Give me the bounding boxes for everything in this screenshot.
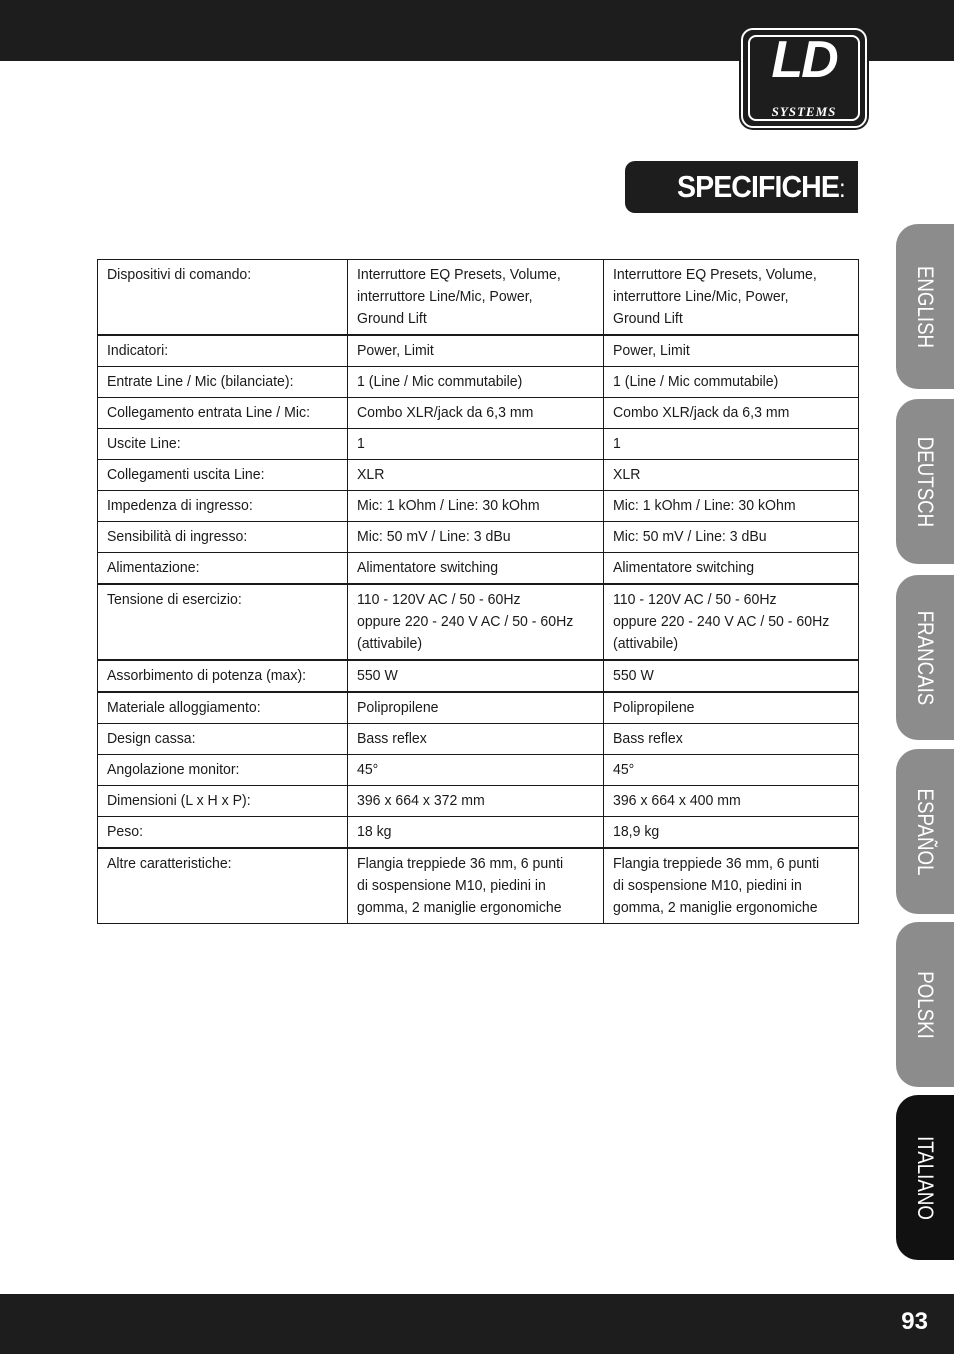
tab-deutsch[interactable] (896, 399, 954, 564)
cell-text: Mic: 1 kOhm / Line: 30 kOhm (357, 497, 540, 514)
tab-francais[interactable] (896, 575, 954, 740)
cell-text: Combo XLR/jack da 6,3 mm (357, 404, 534, 421)
spec-label-cell (98, 692, 348, 724)
table-row (98, 817, 859, 849)
spec-label-cell (98, 398, 348, 429)
cell-text: Mic: 1 kOhm / Line: 30 kOhm (613, 497, 796, 514)
cell-text: Flangia treppiede 36 mm, 6 punti di sospensione M10, piedini in gomma, 2 maniglie ergonomiche (357, 855, 564, 916)
cell-text: 396 x 664 x 372 mm (357, 792, 485, 809)
cell-text: Dispositivi di comando: (107, 266, 252, 283)
cell-text: Combo XLR/jack da 6,3 mm (613, 404, 790, 421)
tab-francais-label: FRANCAIS (913, 610, 938, 705)
cell-text: Entrate Line / Mic (bilanciate): (107, 373, 294, 390)
spec-label-cell (98, 522, 348, 553)
cell-text: 550 W (357, 667, 398, 684)
spec-value-model-b (604, 692, 859, 724)
cell-text: Interruttore EQ Presets, Volume, interruttore Line/Mic, Power, Ground Lift (357, 266, 561, 327)
spec-value-model-b (604, 584, 859, 660)
table-row (98, 367, 859, 398)
table-row (98, 260, 859, 336)
specifications-table-body (98, 260, 859, 924)
spec-value-model-b (604, 429, 859, 460)
table-row (98, 660, 859, 692)
table-row (98, 491, 859, 522)
spec-value-model-a (348, 491, 604, 522)
cell-text: Angolazione monitor: (107, 761, 240, 778)
spec-label-cell (98, 260, 348, 336)
spec-label-cell (98, 848, 348, 924)
spec-value-model-a (348, 367, 604, 398)
cell-text: 1 (613, 435, 621, 452)
spec-label-cell (98, 429, 348, 460)
spec-value-model-b (604, 398, 859, 429)
spec-label-cell (98, 553, 348, 585)
ld-systems-logo (741, 28, 867, 128)
table-row (98, 584, 859, 660)
table-row (98, 429, 859, 460)
cell-text: Impedenza di ingresso: (107, 497, 253, 514)
cell-text: Mic: 50 mV / Line: 3 dBu (357, 528, 511, 545)
spec-value-model-a (348, 260, 604, 336)
tab-polski-label: POLSKI (913, 970, 938, 1039)
spec-value-model-a (348, 553, 604, 585)
spec-value-model-a (348, 460, 604, 491)
table-row (98, 522, 859, 553)
cell-text: Materiale alloggiamento: (107, 699, 261, 716)
cell-text: Tensione di esercizio: (107, 591, 242, 608)
spec-value-model-a (348, 724, 604, 755)
table-row (98, 553, 859, 585)
spec-value-model-b (604, 660, 859, 692)
spec-value-model-a (348, 584, 604, 660)
cell-text: Peso: (107, 823, 144, 840)
cell-text: 45° (357, 761, 379, 778)
cell-text: Alimentazione: (107, 559, 200, 576)
spec-value-model-a (348, 522, 604, 553)
page-title-text: SPECIFICHE (677, 169, 839, 204)
spec-value-model-b (604, 817, 859, 849)
page-title (677, 169, 845, 205)
cell-text: 1 (Line / Mic commutabile) (613, 373, 779, 390)
cell-text: Collegamento entrata Line / Mic: (107, 404, 310, 421)
cell-text: Alimentatore switching (613, 559, 755, 576)
cell-text: Assorbimento di potenza (max): (107, 667, 307, 684)
cell-text: Polipropilene (357, 699, 439, 716)
spec-value-model-a (348, 398, 604, 429)
cell-text: Power, Limit (613, 342, 690, 359)
cell-text: Indicatori: (107, 342, 169, 359)
cell-text: Flangia treppiede 36 mm, 6 punti di sospensione M10, piedini in gomma, 2 maniglie ergonomiche (613, 855, 820, 916)
table-row (98, 786, 859, 817)
cell-text: Interruttore EQ Presets, Volume, interruttore Line/Mic, Power, Ground Lift (613, 266, 817, 327)
spec-value-model-b (604, 724, 859, 755)
spec-value-model-a (348, 692, 604, 724)
cell-text: Polipropilene (613, 699, 695, 716)
cell-text: Uscite Line: (107, 435, 181, 452)
cell-text: Mic: 50 mV / Line: 3 dBu (613, 528, 767, 545)
table-row (98, 460, 859, 491)
spec-label-cell (98, 367, 348, 398)
spec-value-model-a (348, 335, 604, 367)
cell-text: 1 (Line / Mic commutabile) (357, 373, 523, 390)
table-row (98, 848, 859, 924)
spec-value-model-b (604, 522, 859, 553)
cell-text: Bass reflex (357, 730, 427, 747)
tab-espanol-label: ESPAÑOL (913, 788, 938, 875)
cell-text: 110 - 120V AC / 50 - 60Hz oppure 220 - 240 V AC / 50 - 60Hz (attivabile) (357, 591, 574, 652)
cell-text: Altre caratteristiche: (107, 855, 232, 872)
spec-value-model-a (348, 817, 604, 849)
tab-italiano[interactable] (896, 1095, 954, 1260)
spec-value-model-b (604, 553, 859, 585)
spec-value-model-b (604, 260, 859, 336)
spec-value-model-b (604, 491, 859, 522)
spec-value-model-b (604, 460, 859, 491)
cell-text: Collegamenti uscita Line: (107, 466, 265, 483)
spec-value-model-a (348, 755, 604, 786)
spec-value-model-b (604, 335, 859, 367)
cell-text: 45° (613, 761, 635, 778)
logo-ld-text: LD (771, 31, 837, 89)
spec-value-model-a (348, 786, 604, 817)
spec-value-model-b (604, 848, 859, 924)
spec-label-cell (98, 660, 348, 692)
cell-text: Dimensioni (L x H x P): (107, 792, 251, 809)
cell-text: XLR (613, 466, 641, 483)
spec-value-model-a (348, 660, 604, 692)
cell-text: 550 W (613, 667, 654, 684)
spec-value-model-b (604, 786, 859, 817)
cell-text: 18 kg (357, 823, 392, 840)
cell-text: 110 - 120V AC / 50 - 60Hz oppure 220 - 240 V AC / 50 - 60Hz (attivabile) (613, 591, 830, 652)
cell-text: 18,9 kg (613, 823, 660, 840)
cell-text: Bass reflex (613, 730, 683, 747)
table-row (98, 755, 859, 786)
spec-label-cell (98, 755, 348, 786)
spec-label-cell (98, 724, 348, 755)
spec-value-model-b (604, 367, 859, 398)
tab-espanol[interactable] (896, 749, 954, 914)
cell-text: XLR (357, 466, 385, 483)
spec-value-model-a (348, 848, 604, 924)
tab-polski[interactable] (896, 922, 954, 1087)
footer-bar (0, 1294, 954, 1354)
cell-text: Design cassa: (107, 730, 196, 747)
page-number: 93 (901, 1308, 928, 1335)
section-title-banner (625, 161, 858, 213)
table-row (98, 724, 859, 755)
table-row (98, 692, 859, 724)
tab-english-label: ENGLISH (913, 265, 938, 348)
tab-deutsch-label: DEUTSCH (913, 436, 938, 527)
spec-label-cell (98, 491, 348, 522)
spec-label-cell (98, 786, 348, 817)
cell-text: Alimentatore switching (357, 559, 499, 576)
spec-label-cell (98, 817, 348, 849)
cell-text: Power, Limit (357, 342, 434, 359)
logo-systems-text: SYSTEMS (771, 104, 837, 119)
spec-value-model-b (604, 755, 859, 786)
page-title-colon: : (838, 173, 845, 203)
spec-value-model-a (348, 429, 604, 460)
table-row (98, 398, 859, 429)
specifications-table (97, 259, 859, 924)
spec-label-cell (98, 460, 348, 491)
tab-italiano-label: ITALIANO (913, 1135, 938, 1220)
cell-text: Sensibilità di ingresso: (107, 528, 248, 545)
cell-text: 1 (357, 435, 365, 452)
spec-label-cell (98, 584, 348, 660)
cell-text: 396 x 664 x 400 mm (613, 792, 741, 809)
table-row (98, 335, 859, 367)
tab-english[interactable] (896, 224, 954, 389)
spec-label-cell (98, 335, 348, 367)
